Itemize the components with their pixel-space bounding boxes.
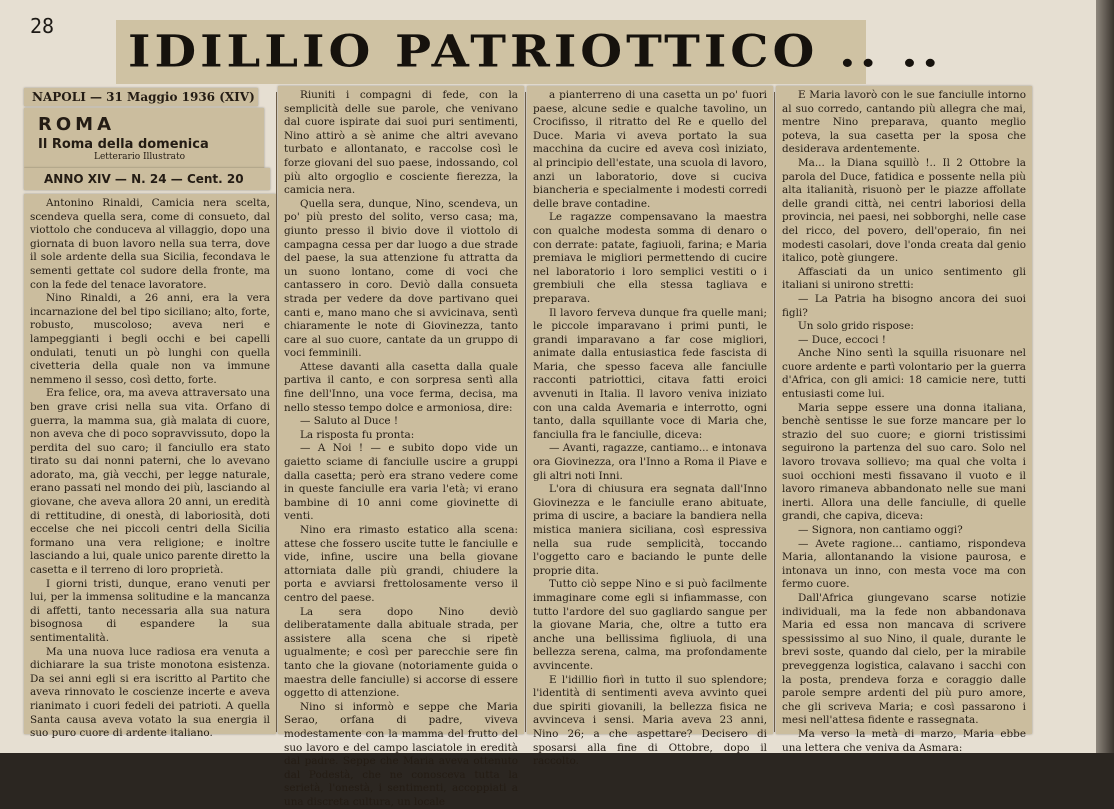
article-paragraph: Il lavoro ferveva dunque fra quelle mani; le piccole imparavano i primi punti, le grandi imparavano a far cose migliori, animate dalla entusiastica fede fascista di Maria, che spesso faceva alle fanciulle racconti patriottici, citava fatti eroici avvenuti in Italia. Il lavoro veniva iniziato con una calda Avemaria e interrotto, ogni tanto, dalla squillante voce di Maria che, fanciulla fra le fanciulle, diceva: [533, 306, 767, 441]
article-paragraph: Ma... la Diana squillò !.. Il 2 Ottobre la parola del Duce, fatidica e possente nella più alta italianità, risuonò per le piazze affollate delle grandi città, nei centri laboriosi della provincia, nei paesi, nei sobborghi, nelle case del ricco, del povero, dell'operaio, fin nei modesti casolari, dove l'onda creata dal genio italico, potè giungere. [782, 156, 1026, 265]
article-paragraph: E Maria lavorò con le sue fanciulle intorno al suo corredo, cantando più allegra che mai, mentre Nino preparava, quanto meglio poteva, la sua casetta per la sposa che desiderava ardentemente. [782, 89, 1026, 156]
article-paragraph: Un solo grido rispose: [798, 320, 914, 333]
issue-text: ANNO XIV — N. 24 — Cent. 20 [44, 172, 244, 186]
dateline-text: NAPOLI — 31 Maggio 1936 (XIV) [32, 90, 255, 104]
article-paragraph: Anche Nino sentì la squilla risuonare nel cuore ardente e partì volontario per la guerra d'Africa, con gli amici: 18 camicie nere, tutti entusiasti come lui. [782, 347, 1026, 401]
article-paragraph: — Saluto al Duce ! [300, 415, 399, 428]
supplement-subtitle: Letterario Illustrato [94, 152, 186, 162]
article-paragraph: Affasciati da un unico sentimento gli italiani si unirono stretti: [782, 265, 1026, 292]
article-paragraph: Le ragazze compensavano la maestra con qualche modesta somma di denaro o con derrate: patate, fagiuoli, farina; e Maria premiava le migliori permettendo di cucire nel laboratorio i loro semplici vestiti o i grembiuli che ella stessa tagliava e preparava. [533, 211, 767, 305]
article-paragraph: Nino Rinaldi, a 26 anni, era la vera incarnazione del bel tipo siciliano; alto, forte, robusto, muscoloso; aveva neri e lampeggianti i begli occhi e bei capelli ondulati, tenuti un pò lunghi con quella civetteria della quale non va immune nemmeno il sesso, così detto, forte. [30, 292, 270, 386]
article-paragraph: Attese davanti alla casetta dalla quale partiva il canto, e con sorpresa sentì alla fine dell'Inno, una voce ferma, decisa, ma nello stesso tempo dolce e armoniosa, dire: [284, 360, 518, 414]
article-paragraph: Antonino Rinaldi, Camicia nera scelta, scendeva quella sera, come di consueto, dal viottolo che conduceva al villaggio, dopo una giornata di buon lavoro nella sua terra, dove il sole ardente della sua Sicilia, fecondava le sementi gettate col sudore della fronte, ma con la fede del tenace lavoratore. [30, 197, 270, 291]
article-column-2 [278, 86, 524, 808]
article-paragraph: I giorni tristi, dunque, erano venuti per lui, per la immensa solitudine e la mancanza di affetti, tanto necessaria alla sua natura bisognosa di espandere la sua sentimentalità. [30, 577, 270, 644]
article-paragraph: Riuniti i compagni di fede, con la semplicità delle sue parole, che venivano dal cuore ispirate dai suoi puri sentimenti, Nino attirò a sè anime che altri avevano turbato e allontanato, e raccolse così le forze giovani del suo paese, indossando, col più alto orgoglio e cosciente fierezza, la camicia nera. [284, 89, 518, 197]
masthead-dateline [24, 88, 258, 106]
album-binding-edge [1096, 0, 1114, 753]
masthead-title [24, 108, 264, 168]
article-paragraph: La risposta fu pronta: [300, 428, 415, 441]
article-paragraph: Dall'Africa giungevano scarse notizie individuali, ma la fede non abbandonava Maria ed essa non mancava di scrivere spessissimo al suo Nino, il quale, durante le brevi soste, quando dal cielo, per la mirabile preveggenza logistica, calavano i sacchi con la posta, prendeva forza e coraggio dalle parole sempre ardenti del più puro amore, che gli scriveva Maria; e così passarono i mesi nell'attesa fidente e rassegnata. [782, 591, 1026, 727]
article-paragraph: — La Patria ha bisogno ancora dei suoi figli? [782, 292, 1026, 319]
paper-name: ROMA [38, 114, 116, 135]
article-paragraph: Nino era rimasto estatico alla scena: attese che fossero uscite tutte le fanciulle e vide, infine, uscire una bella giovane attorniata dalle più grandi, chiudere la porta e avviarsi frettolosamente verso il centro del paese. [284, 524, 518, 604]
article-paragraph: a pianterreno di una casetta un po' fuori paese, alcune sedie e qualche tavolino, un Crocifisso, il ritratto del Re e quello del Duce. Maria vi aveva portato la sua macchina da cucire ed aveva così iniziato, al principio dell'estate, una scuola di lavoro, anzi un laboratorio, dove si cuciva biancheria e specialmente i modesti corredi delle brave contadine. [533, 89, 767, 210]
headline-banner [116, 20, 943, 84]
page-number: 28 [30, 14, 55, 38]
article-column-1 [24, 194, 276, 740]
article-paragraph: Ma verso la metà di marzo, Maria ebbe una lettera che veniva da Asmara: [782, 727, 1026, 754]
article-paragraph: L'ora di chiusura era segnata dall'Inno Giovinezza e le fanciulle erano abituate, prima di uscire, a baciare la bandiera nella mistica maniera siciliana, così espressiva nella sua rude semplicità, toccando l'oggetto caro e baciando le punte delle proprie dita. [533, 483, 767, 577]
article-paragraph: — Avanti, ragazze, cantiamo... e intonava ora Giovinezza, ora l'Inno a Roma il Piave e gli altri noti Inni. [533, 442, 767, 482]
article-column-3 [527, 86, 773, 768]
headline: IDILLIO PATRIOTTICO .. .. [128, 26, 943, 78]
supplement-name: Il Roma della domenica [38, 137, 209, 152]
article-paragraph: E l'idillio fiorì in tutto il suo splendore; l'identità di sentimenti aveva avvinto quei due spiriti giovanili, la bellezza fisica ne avvinceva i sensi. Maria aveva 23 anni, Nino 26; a che aspettare? Decisero di sposarsi alla fine di Ottobre, dopo il raccolto. [533, 673, 767, 768]
article-paragraph: — Signora, non cantiamo oggi? [798, 524, 963, 536]
article-paragraph: La sera dopo Nino deviò deliberatamente dalla abituale strada, per assistere alla scena che si ripetè ugualmente; e così per parecchie sere fin tanto che la giovane (notoriamente guida o maestra delle fanciulle) si accorse di essere oggetto di attenzione. [284, 605, 518, 700]
article-paragraph: — A Noi ! — e subito dopo vide un gaietto sciame di fanciulle uscire a gruppi dalla casetta; però era strano vedere come in queste fanciulle era varia l'età; vi erano bambine di 10 anni come giovinette di venti. [284, 442, 518, 523]
article-paragraph: Quella sera, dunque, Nino, scendeva, un po' più presto del solito, verso casa; ma, giunto presso il bivio dove il viottolo di campagna cessa per dar luogo a due strade del paese, la sua attenzione fu attratta da un suono lontano, come di voci che cantassero in coro. Deviò dalla consueta strada per vedere da dove partivano quei canti e, mano mano che si avvicinava, sentì chiaramente le note di Giovinezza, tanto care al suo cuore, cantate da un gruppo di voci femminili. [284, 197, 518, 360]
article-column-4 [776, 86, 1032, 754]
column-rule [774, 92, 775, 732]
article-paragraph: Era felice, ora, ma aveva attraversato una ben grave crisi nella sua vita. Orfano di guerra, la mamma sua, già malata di cuore, non aveva che di poco sopravvissuto, dopo la perdita del suo caro; il fanciullo era stato tirato su dai nonni paterni, che lo avevano adorato, ma, già vecchi, per legge naturale, erano passati nel mondo dei più, lasciando al giovane, che aveva allora 20 anni, un eredità di rettitudine, di onestà, di laboriosità, doti eccelse che nei piccoli centri della Sicilia formano una vera religione; e inoltre lasciando a lui, quale unico parente diretto la casetta e il terreno di loro proprietà. [30, 387, 270, 577]
article-paragraph: Tutto ciò seppe Nino e si può facilmente immaginare come egli si infiammasse, con tutto l'ardore del suo gagliardo sangue per la giovane Maria, che, oltre a tutto era anche una bellissima figliuola, di una bellezza serena, calma, ma profondamente avvincente. [533, 578, 767, 672]
column-rule [276, 92, 277, 732]
column-rule [525, 92, 526, 732]
article-paragraph: Maria seppe essere una donna italiana, benchè sentisse le sue forze mancare per lo strazio del suo cuore; e giorni tristissimi seguirono la partenza del suo caro. Solo nel lavoro trovava sollievo; ma qual che volta i suoi occhioni mesti fissavano il vuoto e il lavoro rimaneva abbandonato nelle sue mani inerti. Allora una delle fanciulle, di quelle grandi, che capiva, diceva: [782, 401, 1026, 523]
article-paragraph: Ma una nuova luce radiosa era venuta a dichiarare la sua triste monotona esistenza. Da sei anni egli si era iscritto al Partito che aveva rinnovato le coscienze incerte e aveva rianimato i cuori fedeli dei patrioti. A quella Santa causa aveva votato la sua energia il suo puro cuore di ardente italiano. [30, 645, 270, 740]
article-paragraph: — Avete ragione... cantiamo, rispondeva Maria, allontanando la visione paurosa, e intonava un inno, con mesta voce ma con fermo cuore. [782, 537, 1026, 591]
article-paragraph: Nino si informò e seppe che Maria Serao, orfana di padre, viveva modestamente con la mamma del frutto del suo lavoro e del campo lasciatole in eredità dal padre. Seppe che Maria aveva ottenuto dal Podestà, che ne conosceva tutta la serietà, l'onestà, i sentimenti, accoppiati a una discreta cultura, un locale [284, 700, 518, 808]
article-paragraph: — Duce, eccoci ! [798, 333, 886, 346]
masthead-issue [24, 168, 270, 190]
